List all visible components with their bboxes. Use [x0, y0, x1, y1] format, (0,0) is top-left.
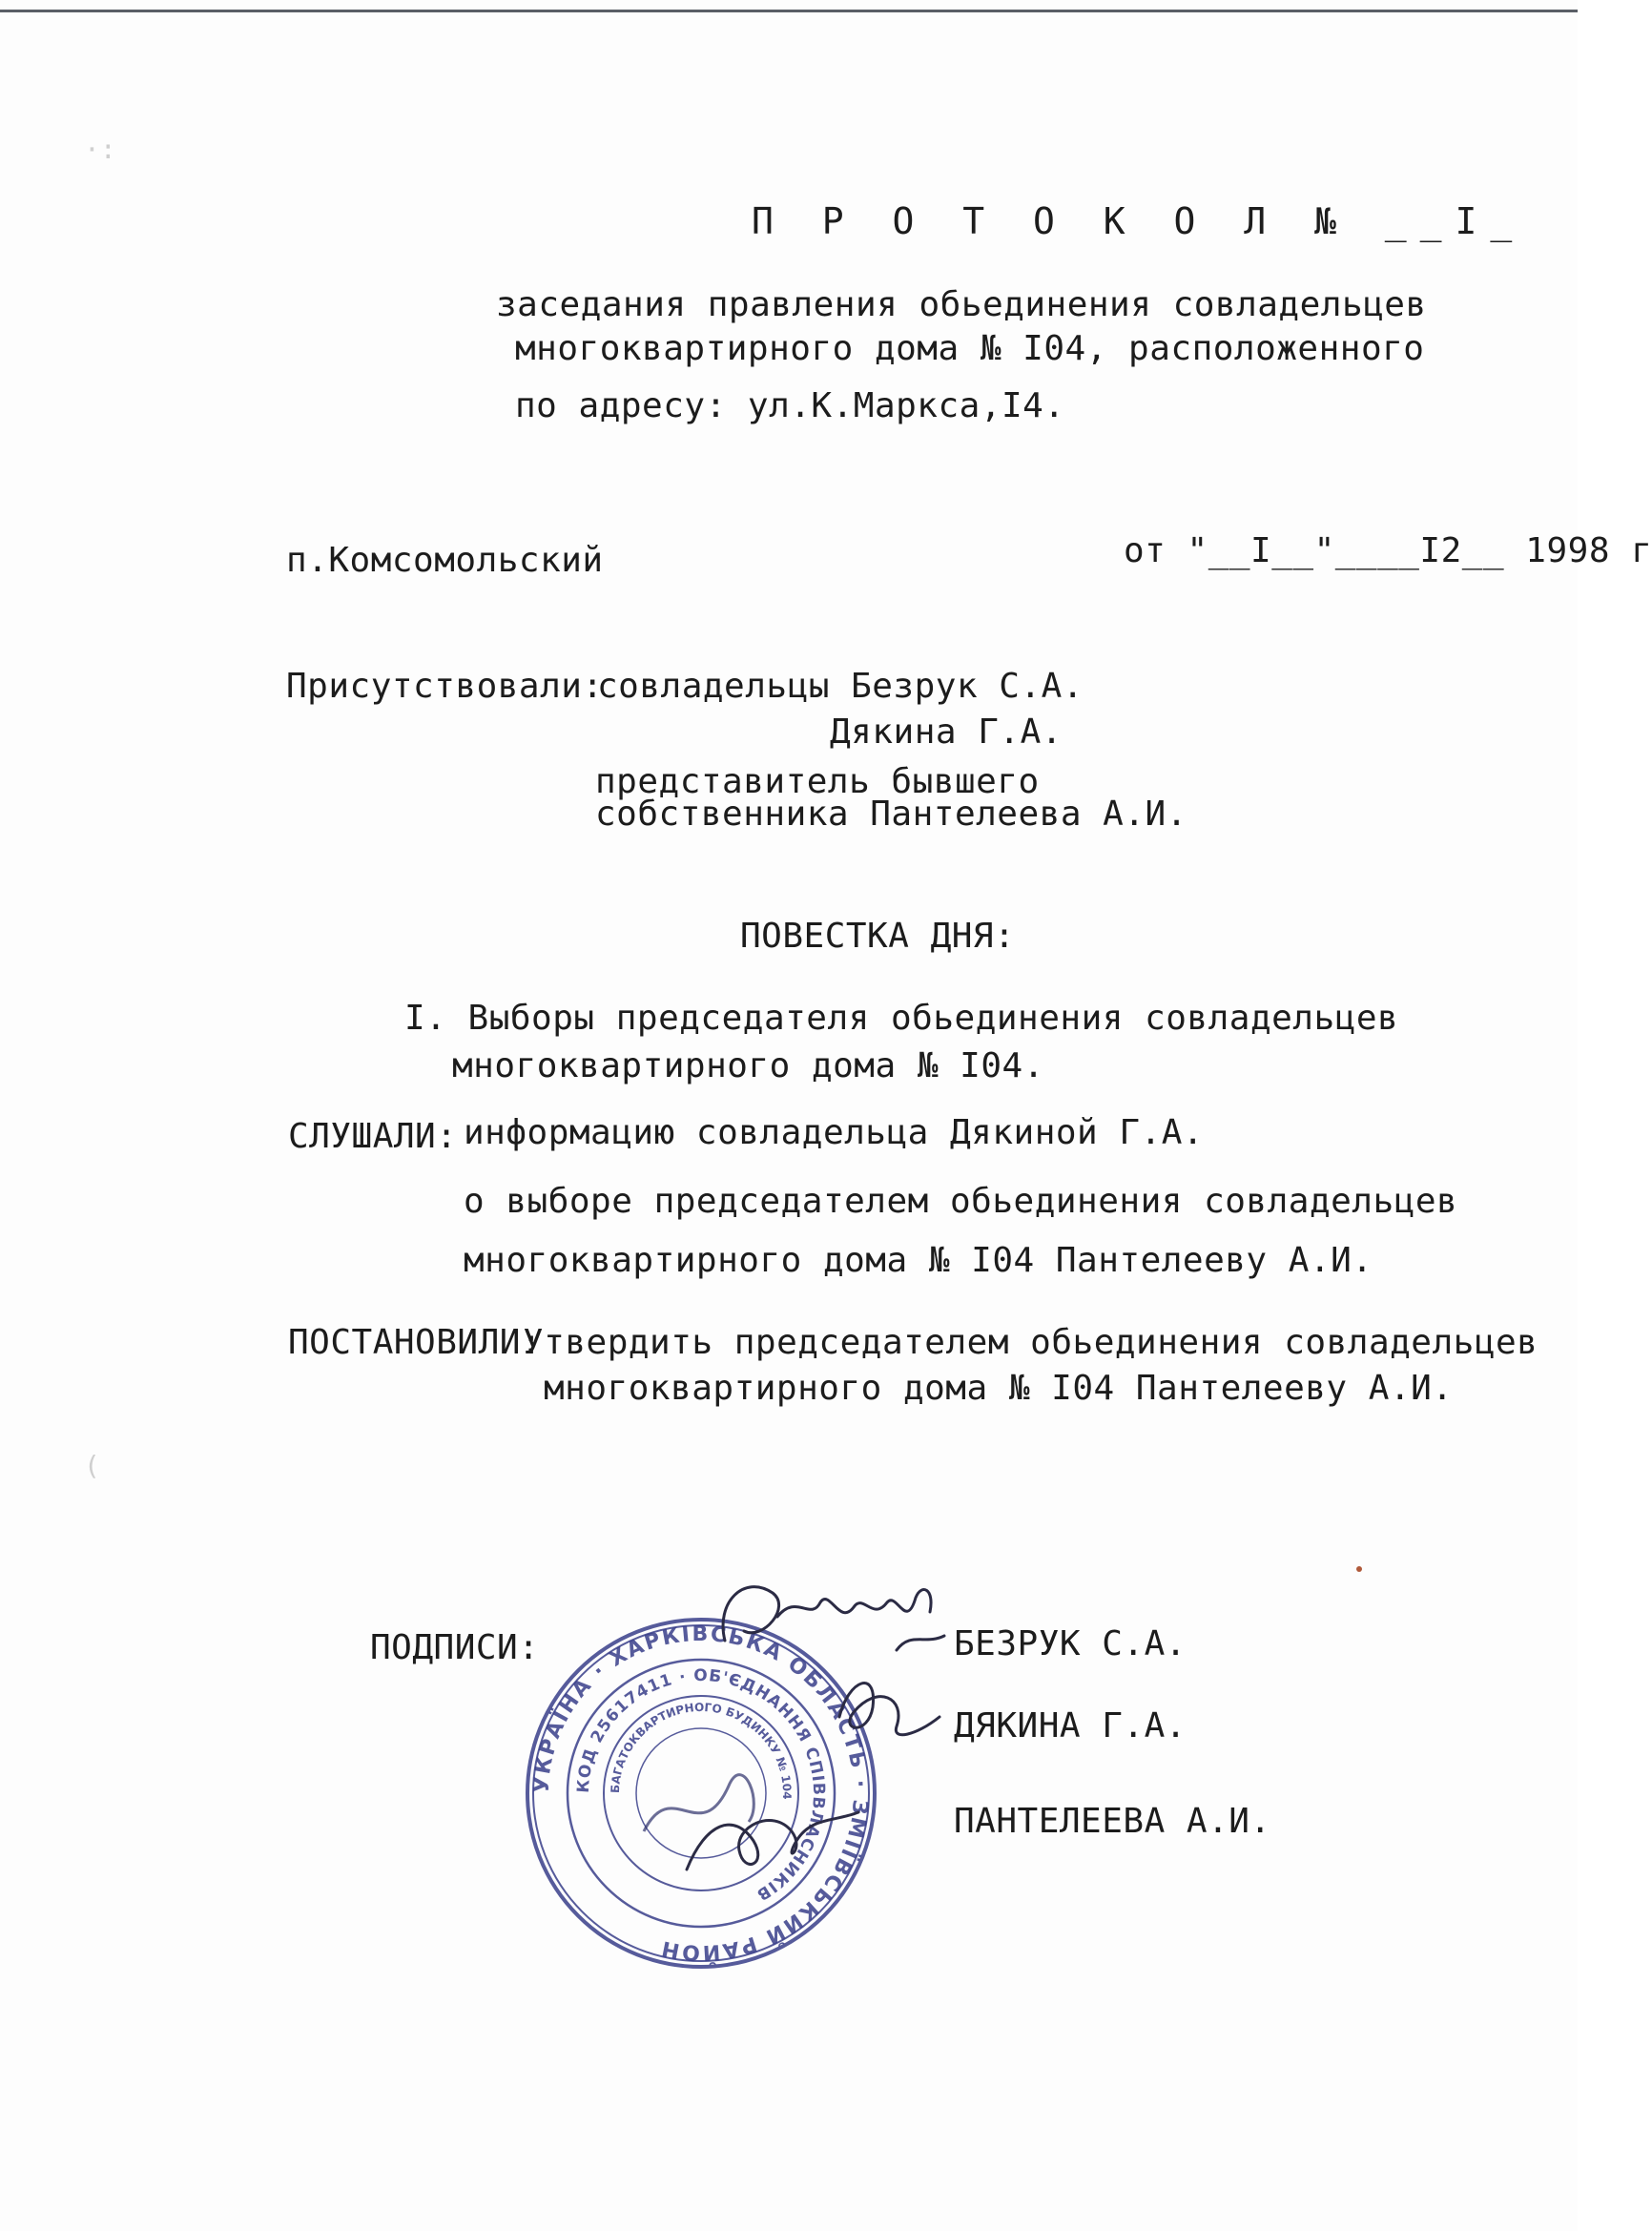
handwritten-signature-dyakina — [820, 1660, 954, 1755]
agenda-item-1-line-1: I. Выборы председателя обьединения совладельцев — [404, 999, 1399, 1038]
attendees-label: Присутствовали: — [286, 667, 604, 706]
signature-name-panteleeva: ПАНТЕЛЕЕВА А.И. — [954, 1802, 1271, 1841]
subtitle-line-2: многоквартирного дома № I04, расположенного — [515, 329, 1425, 368]
heard-line-2: о выборе председателем обьединения совладельцев — [464, 1182, 1458, 1221]
attendees-line-4: собственника Пантелеева А.И. — [595, 795, 1187, 834]
resolved-label: ПОСТАНОВИЛИ: — [288, 1323, 543, 1362]
bleed-through-mark: ( — [84, 1450, 100, 1481]
handwritten-signature-bezruk — [706, 1564, 954, 1669]
heard-line-1: информацию совладельца Дякиной Г.А. — [464, 1113, 1205, 1152]
agenda-item-1-line-2: многоквартирного дома № I04. — [452, 1046, 1044, 1085]
attendees-line-3: представитель бывшего — [595, 762, 1040, 801]
seal-middle-text: КОД 25617411 · ОБ'ЄДНАННЯ СПІВВЛАСНИКІВ — [573, 1665, 829, 1905]
attendees-line-2: Дякина Г.А. — [830, 713, 1063, 752]
attendees-line-1: совладельцы Безрук С.А. — [597, 667, 1084, 706]
heard-line-3: многоквартирного дома № I04 Пантелееву А.И. — [464, 1241, 1373, 1280]
protocol-title: П Р О Т О К О Л № __I_ — [752, 200, 1526, 242]
scan-dot — [1356, 1566, 1362, 1572]
agenda-heading: ПОВЕСТКА ДНЯ: — [740, 917, 1016, 956]
scan-top-edge — [0, 10, 1578, 12]
resolved-line-1: Утвердить председателем обьединения совладельцев — [523, 1323, 1538, 1362]
seal-inner-text: БАГАТОКВАРТИРНОГО БУДИНКУ № 104 — [608, 1700, 795, 1800]
place: п.Комсомольский — [286, 541, 604, 580]
subtitle-line-3: по адресу: ул.К.Маркса,I4. — [515, 386, 1065, 425]
signature-name-bezruk: БЕЗРУК С.А. — [954, 1624, 1187, 1663]
heard-label: СЛУШАЛИ: — [288, 1117, 458, 1156]
bleed-through-mark: ·: — [84, 134, 116, 165]
resolved-line-2: многоквартирного дома № I04 Пантелееву А.И. — [544, 1369, 1454, 1408]
date: от "__I__"____I2__ 1998 г — [1124, 531, 1652, 570]
signatures-label: ПОДПИСИ: — [370, 1628, 540, 1667]
signature-name-dyakina: ДЯКИНА Г.А. — [954, 1706, 1187, 1746]
subtitle-line-1: заседания правления обьединения совладельцев — [496, 285, 1427, 324]
seal-outer-text: УКРАЇНА · ХАРКІВСЬКА ОБЛАСТЬ · ЗМІЇВСЬКИЙ РАЙОН — [529, 1622, 873, 1965]
handwritten-signature-panteleeva — [668, 1784, 878, 1889]
